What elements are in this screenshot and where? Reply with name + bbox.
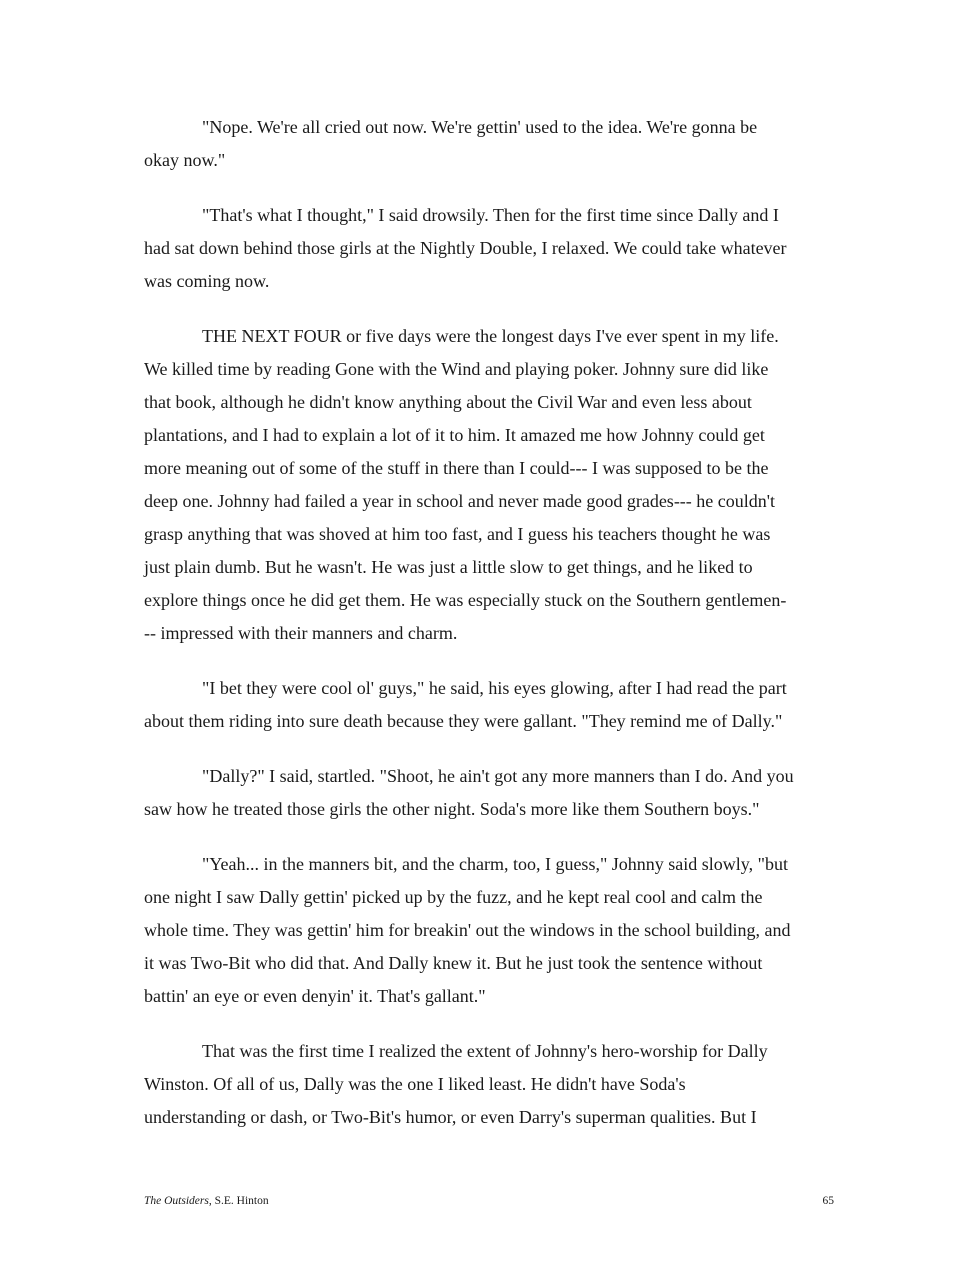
text-line: more meaning out of some of the stuff in there than I could--- I was supposed to be the xyxy=(144,458,769,478)
footer-page-number: 65 xyxy=(822,1195,834,1207)
text-line: "Nope. We're all cried out now. We're gettin' used to the idea. We're gonna be xyxy=(202,117,758,137)
text-line: understanding or dash, or Two-Bit's humor, or even Darry's superman qualities. But I xyxy=(144,1107,757,1127)
text-line: deep one. Johnny had failed a year in school and never made good grades--- he couldn't xyxy=(144,491,776,511)
text-line: "Yeah... in the manners bit, and the charm, too, I guess," Johnny said slowly, "but xyxy=(202,854,788,874)
text-line: battin' an eye or even denyin' it. That's gallant." xyxy=(144,986,486,1006)
text-line: Winston. Of all of us, Dally was the one I liked least. He didn't have Soda's xyxy=(144,1074,686,1094)
text-line: explore things once he did get them. He was especially stuck on the Southern gentlemen- xyxy=(144,590,787,610)
text-line: THE NEXT FOUR or five days were the longest days I've ever spent in my life. xyxy=(202,326,779,346)
text-line: was coming now. xyxy=(144,271,270,291)
paragraph xyxy=(144,320,836,650)
text-line: "Dally?" I said, startled. "Shoot, he ain't got any more manners than I do. And you xyxy=(202,766,794,786)
text-line: "That's what I thought," I said drowsily. Then for the first time since Dally and I xyxy=(202,205,779,225)
paragraph xyxy=(144,672,836,738)
page-body xyxy=(144,111,836,1156)
text-line: one night I saw Dally gettin' picked up by the fuzz, and he kept real cool and calm the xyxy=(144,887,763,907)
text-line: saw how he treated those girls the other night. Soda's more like them Southern boys." xyxy=(144,799,760,819)
text-line: it was Two-Bit who did that. And Dally knew it. But he just took the sentence without xyxy=(144,953,763,973)
footer-citation xyxy=(144,1195,269,1207)
footer-book-title: The Outsiders xyxy=(144,1195,209,1207)
text-line: plantations, and I had to explain a lot of it to him. It amazed me how Johnny could get xyxy=(144,425,765,445)
paragraph xyxy=(144,111,836,177)
paragraph xyxy=(144,760,836,826)
text-line: okay now." xyxy=(144,150,226,170)
paragraph xyxy=(144,848,836,1013)
text-line: "I bet they were cool ol' guys," he said, his eyes glowing, after I had read the part xyxy=(202,678,787,698)
paragraph xyxy=(144,199,836,298)
footer-author: , S.E. Hinton xyxy=(208,1195,269,1207)
text-line: that book, although he didn't know anything about the Civil War and even less about xyxy=(144,392,752,412)
text-line: just plain dumb. But he wasn't. He was just a little slow to get things, and he liked to xyxy=(144,557,753,577)
text-line: We killed time by reading Gone with the Wind and playing poker. Johnny sure did like xyxy=(144,359,769,379)
text-line: -- impressed with their manners and charm. xyxy=(144,623,458,643)
text-line: about them riding into sure death because they were gallant. "They remind me of Dally." xyxy=(144,711,783,731)
text-line: had sat down behind those girls at the Nightly Double, I relaxed. We could take whatever xyxy=(144,238,787,258)
text-line: whole time. They was gettin' him for breakin' out the windows in the school building, and xyxy=(144,920,791,940)
text-line: grasp anything that was shoved at him too fast, and I guess his teachers thought he was xyxy=(144,524,771,544)
paragraph xyxy=(144,1035,836,1134)
text-line: That was the first time I realized the extent of Johnny's hero-worship for Dally xyxy=(202,1041,768,1061)
